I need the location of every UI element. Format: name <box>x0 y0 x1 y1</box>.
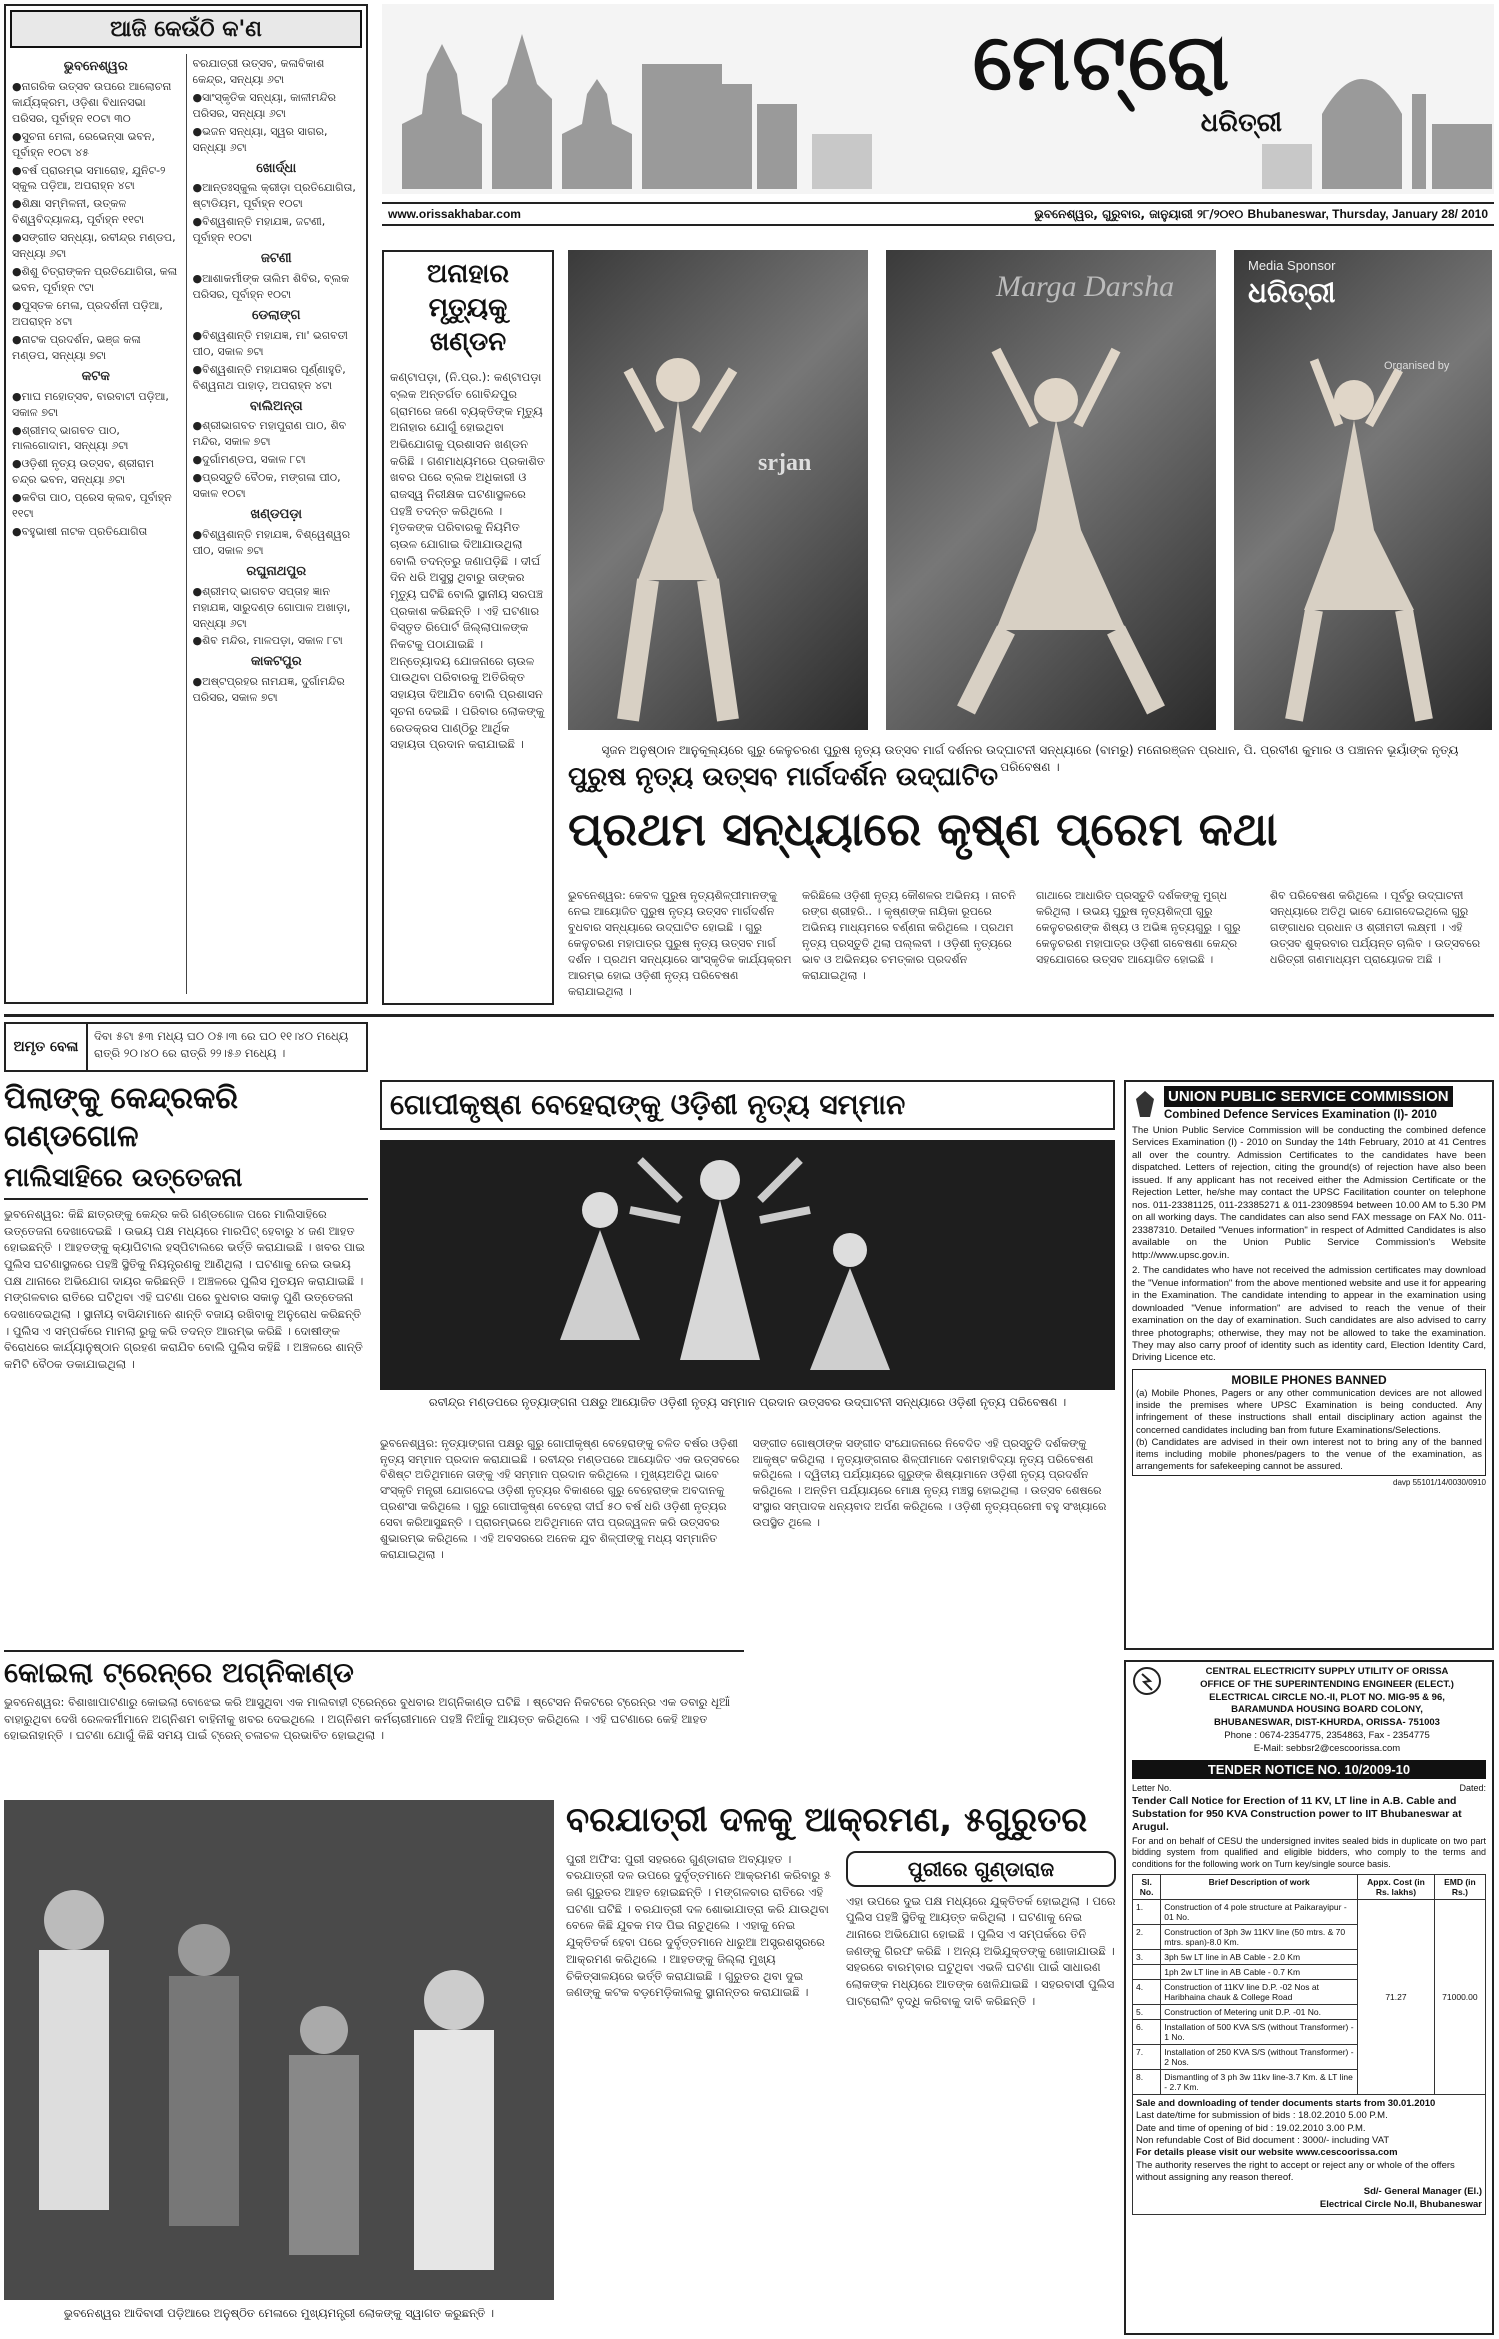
dancer-figure-3 <box>1234 250 1492 730</box>
events-city-heading: ଖୋର୍ଦ୍ଧା <box>256 160 297 176</box>
events-box <box>4 4 368 1004</box>
upsc-org: UNION PUBLIC SERVICE COMMISSION <box>1164 1086 1453 1107</box>
dateline-oriya: ଭୁବନେଶ୍ୱର, ଗୁରୁବାର, ଜାନୁୟାରୀ ୨୮/୨୦୧୦ <box>1034 206 1244 221</box>
event-item: ●ବର୍ଷ ପ୍ରାରମ୍ଭ ସମାରୋହ, ଯୁନିଟ-୨ ସ୍କୁଲ ପଡ଼ିଆ, ଅପରାହ୍ନ ୪ଟା <box>12 163 166 193</box>
tender-sl: 5. <box>1133 2004 1161 2019</box>
section-divider <box>4 1014 1494 1017</box>
cesu-sign2: Electrical Circle No.II, Bhubaneswar <box>1319 2198 1482 2210</box>
event-item: ●ଶିକ୍ଷା ସମ୍ମିଳନୀ, ଉତ୍କଳ ବିଶ୍ୱବିଦ୍ୟାଳୟ, ପୂର୍ବାହ୍ନ ୧୧ଟା <box>12 197 144 227</box>
upsc-p2: 2. The candidates who have not received the admission certificates may download the "Venue information" from the above mentioned website and use it for appearing in the Examination. The candidate intending to appear in the examination using downloaded "Venue information" are advised to reach the venue of their examination on the day of examination. Such candidates are also advised to carry three photographs; otherwise, they may not be allowed to take the examination. They may also carry proof of identity such as identity card, Election Identity Card, Driving Licence etc. <box>1132 1265 1486 1364</box>
dance-story <box>568 752 1494 1007</box>
tender-table <box>1132 1874 1486 2095</box>
dance-story-col1: ଭୁବନେଶ୍ୱର: କେବଳ ପୁରୁଷ ନୃତ୍ୟଶିଳ୍ପୀମାନଙ୍କୁ ନେଇ ଆୟୋଜିତ ପୁରୁଷ ନୃତ୍ୟ ଉତ୍ସବ ମାର୍ଗଦର୍ଶନ ବୁଧବାର ସନ୍ଧ୍ୟାରେ ଉଦ୍‌ଘାଟିତ ହୋଇଛି । ଗୁରୁ କେଳୁଚରଣ ମହାପାତ୍ର ପୁରୁଷ ନୃତ୍ୟ ଉତ୍ସବ ମାର୍ଗ ଦର୍ଶନ । ପ୍ରଥମ ସନ୍ଧ୍ୟାରେ ସାଂସ୍କୃତିକ କାର୍ଯ୍ୟକ୍ରମ ଆରମ୍ଭ ହୋଇ ଓଡ଼ିଶୀ ନୃତ୍ୟ ପରିବେଷଣ କରାଯାଇଥିଲା । <box>568 889 792 998</box>
hunger-story-title: ଅନାହାର ମୃତ୍ୟୁକୁ ଖଣ୍ଡନ <box>426 259 510 357</box>
photo3-org: Organised by <box>1384 360 1450 372</box>
cesu-letter-no: Letter No. <box>1132 1782 1172 1793</box>
event-item: ●ବିଶ୍ୱଶାନ୍ତି ମହାଯଜ୍ଞ, ବିଶ୍ୱେଶ୍ୱର ପୀଠ, ସକାଳ ୭ଟା <box>192 527 351 557</box>
cesu-sale: Sale and downloading of tender documents starts from 30.01.2010 <box>1136 2097 1436 2109</box>
photo3-sub: Media Sponsor <box>1248 258 1336 273</box>
train-story <box>4 1650 744 1790</box>
events-column-2 <box>193 54 361 994</box>
tender-column-header: Sl. No. <box>1133 1874 1161 1899</box>
amrut-bela-box <box>4 1022 368 1072</box>
cesu-tender <box>1124 1660 1494 2335</box>
wedding-box: ପୁରୀରେ ଗୁଣ୍ଡାରାଜ <box>846 1851 1116 1887</box>
tender-column-header: Brief Description of work <box>1161 1874 1358 1899</box>
cesu-l4: BARAMUNDA HOUSING BOARD COLONY, <box>1231 1704 1423 1716</box>
event-item: ●ସୁଚନା ମେଳା, ରେଭେନ୍ସା ଭବନ, ପୂର୍ବାହ୍ନ ୧୦ଟା ୪୫ <box>12 129 156 159</box>
tender-sl: 6. <box>1133 2019 1161 2044</box>
tender-table-header <box>1133 1874 1486 1899</box>
events-city-heading: ଖଣ୍ଡପଡ଼ା <box>250 507 302 523</box>
school-story <box>4 1080 368 1645</box>
tender-emd: 71000.00 <box>1434 1899 1485 2094</box>
cesu-opening: Date and time of opening of bid : 19.02.2010 3.00 P.M. <box>1136 2122 1366 2134</box>
upsc-exam: Combined Defence Services Examination (I)- 2010 <box>1164 1109 1437 1121</box>
tender-description: Construction of 3ph 3w 11KV line (50 mtrs. & 70 mtrs. span)-8.0 Km. <box>1161 1924 1358 1949</box>
cesu-details: For details please visit our website www.cescoorissa.com <box>1136 2147 1398 2159</box>
tender-cost: 71.27 <box>1358 1899 1435 2094</box>
event-item: ●ବହୁଭାଷୀ ନାଟକ ପ୍ରତିଯୋଗିତା <box>12 525 148 539</box>
event-item: ●ସଙ୍ଗୀତ ସନ୍ଧ୍ୟା, ରବୀନ୍ଦ୍ର ମଣ୍ଡପ, ସନ୍ଧ୍ୟା ୬ଟା <box>12 231 176 261</box>
events-city-heading: ବାଲିଅନ୍ତା <box>249 398 303 414</box>
tender-sl <box>1133 1964 1161 1979</box>
tender-description: Construction of 11KV line D.P. -02 Nos at Haribhaina chauk & College Road <box>1161 1979 1358 2004</box>
events-title-text: ଆଜି କେଉଁଠି କ'ଣ <box>110 16 262 42</box>
event-item: ବରଯାତ୍ରୀ ଉତ୍ସବ, କଳାବିକାଶ କେନ୍ଦ୍ର, ସନ୍ଧ୍ୟା ୬ଟା <box>192 57 325 86</box>
tender-table-body <box>1133 1899 1486 2094</box>
tender-description: 1ph 2w LT line in AB Cable - 0.7 Km <box>1161 1964 1358 1979</box>
events-city-heading: ରଘୁନାଥପୁର <box>246 563 307 579</box>
event-item: ●ଶିବ ମନ୍ଦିର, ମାଳପଡ଼ା, ସକାଳ ୮ଟା <box>192 634 343 648</box>
upsc-pa: (a) Mobile Phones, Pagers or any other communication devices are not allowed inside the premises where UPSC Examination is being conducted. Any infringement of these instructions shall entail disciplinary action against the concerned candidates including ban from future Examinations/Selections. <box>1136 1386 1482 1435</box>
bottom-photo <box>4 1800 554 2300</box>
upsc-p1: The Union Public Service Commission will be conducting the combined defence Services Examination (I) - 2010 on Sunday the 14th February, 2010 at 41 Centres all over the country. Admission Certificates to the candidates have been dispatched. Letters of rejection, citing the ground(s) of rejection have also been issued. If any applicant has not received either the Admission Certificate or the Rejection Letter, he/she may contact the UPSC Facilitation counter on telephone nos. 011-23381125, 011-23385271 & 011-23098594 between 10.00 AM to 5.30 PM on all working days. The candidates can also send FAX message on FAX No. 011-23387310. Detailed "Venues information" in respect of Admitted Candidates is also available on the Union Public Service Commission's Website http://www.upsc.gov.in. <box>1132 1125 1486 1261</box>
train-story-body: ଭୁବନେଶ୍ୱର: ବିଶାଖାପାଟଣାରୁ କୋଇଲା ବୋଝେଇ କରି ଆସୁଥିବା ଏକ ମାଲବାହୀ ଟ୍ରେନ୍‌ରେ ବୁଧବାର ଅଗ୍ନିକାଣ୍ଡ ଘଟିଛି । ଷ୍ଟେସନ ନିକଟରେ ଟ୍ରେନ୍‌ର ଏକ ଡବାରୁ ଧୂଆଁ ବାହାରୁଥିବା ଦେଖି ରେଳକର୍ମୀମାନେ ଅଗ୍ନିଶମ ବାହିନୀକୁ ଖବର ଦେଇଥିଲେ । ଅଗ୍ନିଶମ କର୍ମଚାରୀମାନେ ପହଞ୍ଚି ନିଆଁକୁ ଆୟତ୍ତ କରିଥିଲେ । ଏହି ଘଟଣାରେ କେହି ଆହତ ହୋଇନାହାନ୍ତି । ଘଟଣା ଯୋଗୁଁ କିଛି ସମୟ ପାଇଁ ଟ୍ରେନ୍ ଚଳାଚଳ ପ୍ରଭାବିତ ହୋଇଥିଲା । <box>4 1695 731 1743</box>
crowd-figures <box>4 1800 554 2300</box>
event-item: ●ବିଶ୍ୱଶାନ୍ତି ମହାଯଜ୍ଞ, ଜଟଣୀ, ପୂର୍ବାହ୍ନ ୧୦ଟା <box>192 215 326 245</box>
wedding-col2: ଏହା ଉପରେ ଦୁଇ ପକ୍ଷ ମଧ୍ୟରେ ଯୁକ୍ତିତର୍କ ହୋଇଥିଲା । ପରେ ପୁଲିସ ପହଞ୍ଚି ସ୍ଥିତିକୁ ଆୟତ୍ତ କରିଥିଲା । ଘଟଣାକୁ ନେଇ ଥାନାରେ ଅଭିଯୋଗ ହୋଇଛି । ପୁଲିସ ଏ ସମ୍ପର୍କରେ ତିନି ଜଣଙ୍କୁ ଗିରଫ କରିଛି । ଅନ୍ୟ ଅଭିଯୁକ୍ତଙ୍କୁ ଖୋଜାଯାଉଛି । ସହରରେ ବାରମ୍ବାର ଘଟୁଥିବା ଏଭଳି ଘଟଣା ପାଇଁ ସାଧାରଣ ଲୋକଙ୍କ ମଧ୍ୟରେ ଆତଙ୍କ ଖେଳିଯାଇଛି । ସହରବାସୀ ପୁଲିସ ପାଟ୍ରୋଲିଂ ବୃଦ୍ଧି କରିବାକୁ ଦାବି କରିଛନ୍ତି । <box>846 1893 1116 2008</box>
cesu-l5: BHUBANESWAR, DIST-KHURDA, ORISSA- 751003 <box>1214 1717 1440 1729</box>
masthead-subtitle: ଧରିତ୍ରୀ <box>1200 108 1282 138</box>
events-title <box>10 10 362 48</box>
cesu-phone: Phone : 0674-2354775, 2354863, Fax - 2354775 <box>1224 1730 1430 1742</box>
event-item: ●ମାଘ ମହୋତ୍ସବ, ବାରବାଟୀ ପଡ଼ିଆ, ସକାଳ ୭ଟା <box>12 389 169 419</box>
tender-sl: 3. <box>1133 1949 1161 1964</box>
school-story-title: ପିଲାଙ୍କୁ କେନ୍ଦ୍ରକରି ଗଣ୍ଡଗୋଳ <box>4 1081 239 1154</box>
event-item: ●ପୁସ୍ତକ ମେଳା, ପ୍ରଦର୍ଶନୀ ପଡ଼ିଆ, ଅପରାହ୍ନ ୪ଟା <box>12 299 163 328</box>
upsc-ad <box>1124 1080 1494 1650</box>
tender-description: Installation of 500 KVA S/S (without Transformer) - 1 No. <box>1161 2019 1358 2044</box>
amrut-bela-text: ଦିବା ୫ଟା ୫୩ ମଧ୍ୟ ଘ୦ ୦୫।୩ ରେ ଘ୦ ୧୧।୪୦ ମଧ୍ୟେ ରାତ୍ରି ୨୦।୪୦ ରେ ରାତ୍ରି ୨୨।୫୬ ମଧ୍ୟେ । <box>94 1029 349 1060</box>
cesu-l2: OFFICE OF THE SUPERINTENDING ENGINEER (ELECT.) <box>1200 1678 1454 1690</box>
event-item: ●ସାଂସ୍କୃତିକ ସନ୍ଧ୍ୟା, କାଳୀମନ୍ଦିର ପରିସର, ସନ୍ଧ୍ୟା ୬ଟା <box>192 90 336 120</box>
event-item: ●ପ୍ରସ୍ତୁତି ବୈଠକ, ମଙ୍ଗଳା ପୀଠ, ସକାଳ ୧୦ଟା <box>192 471 341 501</box>
cesu-l3: ELECTRICAL CIRCLE NO.-II, PLOT NO. MIG-95 & 96, <box>1209 1691 1445 1703</box>
dancer-figure-2 <box>886 250 1216 730</box>
cesu-logo-icon <box>1132 1666 1162 1696</box>
events-city-heading: କଟକ <box>81 368 110 384</box>
event-item: ●ଦୁର୍ଗାମଣ୍ଡପ, ସକାଳ ୮ଟା <box>192 453 306 467</box>
dance-photo-2 <box>886 250 1216 730</box>
events-city-heading: ଜଟଣୀ <box>260 251 292 267</box>
event-item: ●ଆନ୍ତଃସ୍କୁଲ କ୍ରୀଡ଼ା ପ୍ରତିଯୋଗିତା, ଷ୍ଟାଡିୟମ, ପୂର୍ବାହ୍ନ ୧୦ଟା <box>192 181 356 211</box>
upsc-davp: davp 55101/14/0030/0910 <box>1393 1478 1486 1488</box>
wedding-col1: ପୁରୀ ଅଫିସ: ପୁରୀ ସହରରେ ଗୁଣ୍ଡାରାଜ ଅବ୍ୟାହତ । ବରଯାତ୍ରୀ ଦଳ ଉପରେ ଦୁର୍ବୃତ୍ତମାନେ ଆକ୍ରମଣ କରିବାରୁ ୫ ଜଣ ଗୁରୁତର ଆହତ ହୋଇଛନ୍ତି । ମଙ୍ଗଳବାର ରାତିରେ ଏହି ଘଟଣା ଘଟିଛି । ବରଯାତ୍ରୀ ଦଳ ଶୋଭାଯାତ୍ରା କରି ଯାଉଥିବା ବେଳେ କିଛି ଯୁବକ ମଦ ପିଇ ନାଚୁଥିଲେ । ଏହାକୁ ନେଇ ଯୁକ୍ତିତର୍କ ହେବା ପରେ ଦୁର୍ବୃତ୍ତମାନେ ଧାରୁଆ ଅସ୍ତ୍ରଶସ୍ତ୍ରରେ ଆକ୍ରମଣ କରିଥିଲେ । ଆହତଙ୍କୁ ଜିଲ୍ଲା ମୁଖ୍ୟ ଚିକିତ୍ସାଳୟରେ ଭର୍ତ୍ତି କରାଯାଇଛି । ଗୁରୁତର ଥିବା ଦୁଇ ଜଣଙ୍କୁ କଟକ ବଡ଼ମେଡ଼ିକାଲକୁ ସ୍ଥାନାନ୍ତର କରାଯାଇଛି । <box>566 1851 831 2000</box>
tender-description: 3ph 5w LT line in AB Cable - 2.0 Km <box>1161 1949 1358 1964</box>
tender-sl: 2. <box>1133 1924 1161 1949</box>
masthead <box>382 4 1494 194</box>
amrut-bela-label: ଅମୃତ ବେଳା <box>6 1024 88 1070</box>
tender-description: Dismantling of 3 ph 3w 11kv line-3.7 Km. & LT line - 2.7 Km. <box>1161 2069 1358 2094</box>
dance-story-headline: ପ୍ରଥମ ସନ୍ଧ୍ୟାରେ କୃଷ୍ଣ ପ୍ରେମ କଥା <box>568 802 1278 856</box>
cesu-dated: Dated: <box>1459 1782 1486 1793</box>
school-story-sub: ମାଲିସାହିରେ ଉତ୍ତେଜନା <box>4 1163 368 1200</box>
bottom-photo-caption: ଭୁବନେଶ୍ୱର ଆଦିବାସୀ ପଡ଼ିଆରେ ଅନୁଷ୍ଠିତ ମେଳାରେ ମୁଖ୍ୟମନ୍ତ୍ରୀ ଲୋକଙ୍କୁ ସ୍ୱାଗତ କରୁଛନ୍ତି । <box>63 2306 495 2320</box>
cesu-l1: CENTRAL ELECTRICITY SUPPLY UTILITY OF ORISSA <box>1205 1666 1449 1677</box>
school-story-body: ଭୁବନେଶ୍ୱର: କିଛି ଛାତ୍ରଙ୍କୁ କେନ୍ଦ୍ର କରି ଗଣ୍ଡଗୋଳ ପରେ ମାଲିସାହିରେ ଉତ୍ତେଜନା ଦେଖାଦେଇଛି । ଉଭୟ ପକ୍ଷ ମଧ୍ୟରେ ମାରପିଟ୍ ହେବାରୁ ୪ ଜଣ ଆହତ ହୋଇଛନ୍ତି । ଆହତଙ୍କୁ କ୍ୟାପିଟାଲ ହସ୍ପିଟାଲରେ ଭର୍ତ୍ତି କରାଯାଇଛି । ଖବର ପାଇ ପୁଲିସ ଘଟଣାସ୍ଥଳରେ ପହଞ୍ଚି ସ୍ଥିତିକୁ ନିୟନ୍ତ୍ରଣକୁ ଆଣିଥିଲା । ଘଟଣାକୁ ନେଇ ଉଭୟ ପକ୍ଷ ଥାନାରେ ଅଭିଯୋଗ ଦାୟର କରିଛନ୍ତି । ଅଞ୍ଚଳରେ ପୁଲିସ ମୁତୟନ କରାଯାଇଛି । ମଙ୍ଗଳବାର ରାତିରେ ଘଟିଥିବା ଏହି ଘଟଣା ପରେ ବୁଧବାର ସକାଳୁ ପୁଣି ଉତ୍ତେଜନା ଦେଖାଦେଇଥିଲା । ସ୍ଥାନୀୟ ବାସିନ୍ଦାମାନେ ଶାନ୍ତି ବଜାୟ ରଖିବାକୁ ଅନୁରୋଧ କରିଛନ୍ତି । ପୁଲିସ ଏ ସମ୍ପର୍କରେ ମାମଲା ରୁଜୁ କରି ତଦନ୍ତ ଆରମ୍ଭ କରିଛି । ଦୋଷୀଙ୍କ ବିରୋଧରେ କାର୍ଯ୍ୟାନୁଷ୍ଠାନ ଗ୍ରହଣ କରାଯିବ ବୋଲି ପୁଲିସ କହିଛି । ଅଞ୍ଚଳରେ ଶାନ୍ତି କମିଟି ବୈଠକ ଡକାଯାଇଥିଲା । <box>4 1207 365 1372</box>
tender-sl: 4. <box>1133 1979 1161 2004</box>
event-item: ●ଓଡ଼ିଶୀ ନୃତ୍ୟ ଉତ୍ସବ, ଶ୍ରୀରାମ ଚନ୍ଦ୍ର ଭବନ, ସନ୍ଧ୍ୟା ୬ଟା <box>12 457 154 487</box>
train-story-title: କୋଇଲା ଟ୍ରେନ୍‌ରେ ଅଗ୍ନିକାଣ୍ଡ <box>4 1650 744 1690</box>
website-link[interactable]: www.orissakhabar.com <box>388 207 521 221</box>
dance-photos <box>568 250 1494 740</box>
event-item: ●ଭଜନ ସନ୍ଧ୍ୟା, ସ୍ୱର ସାଗର, ସନ୍ଧ୍ୟା ୬ଟା <box>192 124 328 154</box>
event-item: ●ନାଗରିକ ଉତ୍ସବ ଉପରେ ଆଲୋଚନା କାର୍ଯ୍ୟକ୍ରମ, ଓଡ଼ିଶା ବିଧାନସଭା ପରିସର, ପୂର୍ବାହ୍ନ ୧୦ଟା ୩୦ <box>12 79 172 125</box>
cesu-fee: Non refundable Cost of Bid document : 3000/- including VAT <box>1136 2134 1390 2146</box>
event-item: ●ଆଶାକର୍ମୀଙ୍କ ତାଲିମ ଶିବିର, ବ୍ଲକ ପରିସର, ପୂର୍ବାହ୍ନ ୧୦ଟା <box>192 272 350 301</box>
dateline-english: Bhubaneswar, Thursday, January 28/ 2010 <box>1247 206 1488 221</box>
award-col1: ଭୁବନେଶ୍ୱର: ନୃତ୍ୟାଙ୍ଗନା ପକ୍ଷରୁ ଗୁରୁ ଗୋପୀକୃଷ୍ଣ ବେହେରାଙ୍କୁ ଚଳିତ ବର୍ଷର ଓଡ଼ିଶୀ ନୃତ୍ୟ ସମ୍ମାନ ପ୍ରଦାନ କରାଯାଇଛି । ରବୀନ୍ଦ୍ର ମଣ୍ଡପରେ ଆୟୋଜିତ ଏକ ଉତ୍ସବରେ ବିଶିଷ୍ଟ ଅତିଥିମାନେ ତାଙ୍କୁ ଏହି ସମ୍ମାନ ପ୍ରଦାନ କରିଥିଲେ । ମୁଖ୍ୟଅତିଥି ଭାବେ ସଂସ୍କୃତି ମନ୍ତ୍ରୀ ଯୋଗଦେଇ ଓଡ଼ିଶୀ ନୃତ୍ୟର ବିକାଶରେ ଗୁରୁ ବେହେରାଙ୍କ ଅବଦାନକୁ ପ୍ରଶଂସା କରିଥିଲେ । ଗୁରୁ ଗୋପୀକୃଷ୍ଣ ବେହେରା ଦୀର୍ଘ ୫୦ ବର୍ଷ ଧରି ଓଡ଼ିଶୀ ନୃତ୍ୟର ସେବା କରିଆସୁଛନ୍ତି । ପ୍ରାରମ୍ଭରେ ଅତିଥିମାନେ ଦୀପ ପ୍ରଜ୍ୱଳନ କରି ଉତ୍ସବର ଶୁଭାରମ୍ଭ କରିଥିଲେ । ଏହି ଅବସରରେ ଅନେକ ଯୁବ ଶିଳ୍ପୀଙ୍କୁ ମଧ୍ୟ ସମ୍ମାନିତ କରାଯାଇଥିଲା । <box>380 1436 740 1562</box>
tender-sl: 7. <box>1133 2044 1161 2069</box>
date-strip <box>382 202 1494 226</box>
photo3-label: ଧରିତ୍ରୀ <box>1248 276 1336 309</box>
event-item: ●ଶ୍ରୀମଦ୍ ଭାଗବତ ସପ୍ତାହ ଜ୍ଞାନ ମହାଯଜ୍ଞ, ସାରୁଦଣ୍ଡ ଗୋପାଳ ଅଖାଡ଼ା, ସନ୍ଧ୍ୟା ୬ଟା <box>192 584 351 630</box>
wedding-headline: ବରଯାତ୍ରୀ ଦଳକୁ ଆକ୍ରମଣ, ୫ଗୁରୁତର <box>566 1800 1088 1840</box>
dance-photo-caption: ସୃଜନ ଅନୁଷ୍ଠାନ ଆନୁକୂଲ୍ୟରେ ଗୁରୁ କେଳୁଚରଣ ପୁରୁଷ ନୃତ୍ୟ ଉତ୍ସବ ମାର୍ଗ ଦର୍ଶନର ଉଦ୍‌ଘାଟନୀ ସନ୍ଧ୍ୟାରେ (ବାମରୁ) ମନୋରଞ୍ଜନ ପ୍ରଧାନ, ପି. ପ୍ରବୀଣ କୁମାର ଓ ପଞ୍ଚାନନ ଭୂୟାଁଙ୍କ ନୃତ୍ୟ ପରିବେଷଣ । <box>601 743 1459 774</box>
upsc-pb: (b) Candidates are advised in their own interest not to bring any of the banned items including mobile phones/pagers to the venue of the examination, as arrangements for safekeeping cannot be assured. <box>1136 1435 1482 1472</box>
dance-story-kicker: ପୁରୁଷ ନୃତ୍ୟ ଉତ୍ସବ ମାର୍ଗଦର୍ଶନ ଉଦ୍‌ଘାଟିତ <box>568 762 999 792</box>
event-item: ●ଅଷ୍ଟପ୍ରହର ନାମଯଜ୍ଞ, ଦୁର୍ଗାମନ୍ଦିର ପରିସର, ସକାଳ ୭ଟା <box>192 675 345 705</box>
dance-story-col4: ଶିବ ପରିବେଷଣ କରିଥିଲେ । ପୂର୍ବରୁ ଉଦ୍‌ଘାଟନୀ ସନ୍ଧ୍ୟାରେ ଅତିଥି ଭାବେ ଯୋଗଦେଇଥିଲେ ଗୁରୁ ଗଙ୍ଗାଧର ପ୍ରଧାନ ଓ ଶ୍ରୀମତୀ ଲକ୍ଷ୍ମୀ । ଏହି ଉତ୍ସବ ଶୁକ୍ରବାର ପର୍ଯ୍ୟନ୍ତ ଚାଲିବ । ଉତ୍ସବରେ ଧରିତ୍ରୀ ଗଣମାଧ୍ୟମ ପ୍ରାୟୋଜକ ଅଛି । <box>1270 889 1481 966</box>
dance-photo-1 <box>568 250 868 730</box>
tender-description: Construction of Metering unit D.P. -01 No. <box>1161 2004 1358 2019</box>
drama-story <box>930 1090 1130 1450</box>
dancer-figure-1 <box>568 250 868 730</box>
tender-description: Construction of 4 pole structure at Paikarayipur - 01 No. <box>1161 1899 1358 1924</box>
event-item: ●ଶ୍ରୀଭାଗବତ ମହାପୁରାଣ ପାଠ, ଶିବ ମନ୍ଦିର, ସକାଳ ୭ଟା <box>192 419 347 449</box>
hunger-story-body: କଣ୍ଟାପଡ଼ା, (ନି.ପ୍ର.): କଣ୍ଟାପଡ଼ା ବ୍ଲକ ଅନ୍ତର୍ଗତ ଗୋବିନ୍ଦପୁର ଗ୍ରାମରେ ଜଣେ ବ୍ୟକ୍ତିଙ୍କ ମୃତ୍ୟୁ ଅନାହାର ଯୋଗୁଁ ହୋଇଥିବା ଅଭିଯୋଗକୁ ପ୍ରଶାସନ ଖଣ୍ଡନ କରିଛି । ଗଣମାଧ୍ୟମରେ ପ୍ରକାଶିତ ଖବର ପରେ ବ୍ଲକ ଅଧିକାରୀ ଓ ରାଜସ୍ୱ ନିରୀକ୍ଷକ ଘଟଣାସ୍ଥଳରେ ପହଞ୍ଚି ତଦନ୍ତ କରିଥିଲେ । ମୃତକଙ୍କ ପରିବାରକୁ ନିୟମିତ ଚାଉଳ ଯୋଗାଇ ଦିଆଯାଉଥିଲା ବୋଲି ତଦନ୍ତରୁ ଜଣାପଡ଼ିଛି । ଦୀର୍ଘ ଦିନ ଧରି ଅସୁସ୍ଥ ଥିବାରୁ ତାଙ୍କର ମୃତ୍ୟୁ ଘଟିଛି ବୋଲି ସ୍ଥାନୀୟ ସରପଞ୍ଚ ପ୍ରକାଶ କରିଛନ୍ତି । ଏହି ଘଟଣାର ବିସ୍ତୃତ ରିପୋର୍ଟ ଜିଲ୍ଲାପାଳଙ୍କ ନିକଟକୁ ପଠାଯାଇଛି । ଅନ୍ତ୍ୟୋଦୟ ଯୋଜନାରେ ଚାଉଳ ପାଉଥିବା ପରିବାରକୁ ଅତିରିକ୍ତ ସହାୟତା ଦିଆଯିବ ବୋଲି ପ୍ରଶାସନ ସୂଚନା ଦେଇଛି । ପରିବାର ଲୋକଙ୍କୁ ରେଡକ୍ରସ ପାଣ୍ଠିରୁ ଆର୍ଥିକ ସହାୟତା ପ୍ରଦାନ କରାଯାଇଛି । <box>390 370 545 752</box>
event-item: ●ବିଶ୍ୱଶାନ୍ତି ମହାଯଜ୍ଞ, ମା' ଭଗବତୀ ପୀଠ, ସକାଳ ୭ଟା <box>192 328 348 358</box>
hunger-story-box <box>382 250 554 1005</box>
table-row <box>1133 1899 1486 1924</box>
tender-sl: 8. <box>1133 2069 1161 2094</box>
cesu-notice: TENDER NOTICE NO. 10/2009-10 <box>1132 1760 1486 1779</box>
event-item: ●ବିଶ୍ୱଶାନ୍ତି ମହାଯଜ୍ଞର ପୂର୍ଣ୍ଣାହୁତି, ବିଶ୍ୱନାଥ ପାହାଡ଼, ଅପରାହ୍ନ ୪ଟା <box>192 362 346 392</box>
upsc-phones-box <box>1132 1369 1486 1477</box>
award-col2: ସଙ୍ଗୀତ ଗୋଷ୍ଠୀଙ୍କ ସଙ୍ଗୀତ ସଂଯୋଜନାରେ ନିବେଦିତ ଏହି ପ୍ରସ୍ତୁତି ଦର୍ଶକଙ୍କୁ ଆକୃଷ୍ଟ କରିଥିଲା । ନୃତ୍ୟାଙ୍ଗନାର ଶିଳ୍ପୀମାନେ ଦଶମହାବିଦ୍ୟା ନୃତ୍ୟ ପରିବେଷଣ କରିଥିଲେ । ଦ୍ୱିତୀୟ ପର୍ଯ୍ୟାୟରେ ଗୁରୁଙ୍କ ଶିଷ୍ୟାମାନେ ଓଡ଼ିଶୀ ନୃତ୍ୟ ପ୍ରଦର୍ଶନ କରିଥିଲେ । ଅନ୍ତିମ ପର୍ଯ୍ୟାୟରେ ମୋକ୍ଷ ନୃତ୍ୟ ମଞ୍ଚସ୍ଥ ହୋଇଥିଲା । ଉତ୍ସବ ଶେଷରେ ସଂସ୍ଥାର ସମ୍ପାଦକ ଧନ୍ୟବାଦ ଅର୍ପଣ କରିଥିଲେ । ଓଡ଼ିଶୀ ନୃତ୍ୟପ୍ରେମୀ ବହୁ ସଂଖ୍ୟାରେ ଉପସ୍ଥିତ ଥିଲେ । <box>752 1436 1107 1530</box>
masthead-title-block <box>892 18 1312 139</box>
dance-photo-3 <box>1234 250 1492 730</box>
tender-column-header: EMD (in Rs.) <box>1434 1874 1485 1899</box>
photo2-label: Marga Darsha <box>996 270 1175 303</box>
award-caption: ରବୀନ୍ଦ୍ର ମଣ୍ଡପରେ ନୃତ୍ୟାଙ୍ଗନା ପକ୍ଷରୁ ଆୟୋଜିତ ଓଡ଼ିଶୀ ନୃତ୍ୟ ସମ୍ମାନ ପ୍ରଦାନ ଉତ୍ସବର ଉଦ୍‌ଘାଟନୀ ସନ୍ଧ୍ୟାରେ ଓଡ଼ିଶୀ ନୃତ୍ୟ ପରିବେଷଣ । <box>428 1394 1067 1409</box>
cesu-reserve: The authority reserves the right to accept or reject any or whole of the offers without assigning any reason thereof. <box>1136 2159 1455 2183</box>
events-column-1 <box>12 54 180 994</box>
photo1-label: srjan <box>758 450 812 476</box>
masthead-title: ମେଟ୍ରୋ <box>972 18 1232 108</box>
event-item: ●କବିତା ପାଠ, ପ୍ରେସ କ୍ଲବ, ପୂର୍ବାହ୍ନ ୧୧ଟା <box>12 491 172 521</box>
emblem-icon <box>1132 1089 1158 1119</box>
event-item: ●ଶ୍ରୀମଦ୍ ଭାଗବତ ପାଠ, ମାଲଗୋଦାମ, ସନ୍ଧ୍ୟା ୬ଟା <box>12 423 129 453</box>
tender-sl: 1. <box>1133 1899 1161 1924</box>
events-city-heading: ଡେଲାଙ୍ଗ <box>252 307 301 323</box>
cesu-sign: Sd/- General Manager (El.) <box>1363 2186 1482 2198</box>
event-item: ●ନାଟକ ପ୍ରଦର୍ଶନ, ଭଞ୍ଜ କଳା ମଣ୍ଡପ, ସନ୍ଧ୍ୟା ୭ଟା <box>12 332 141 362</box>
events-city-heading: କାକଟପୁର <box>250 654 302 670</box>
tender-column-header: Appx. Cost (in Rs. lakhs) <box>1358 1874 1435 1899</box>
wedding-story <box>566 1800 1116 2335</box>
cesu-last-date: Last date/time for submission of bids : 18.02.2010 5.00 P.M. <box>1136 2110 1388 2122</box>
award-headline: ଗୋପୀକୃଷ୍ଣ ବେହେରାଙ୍କୁ ଓଡ଼ିଶୀ ନୃତ୍ୟ ସମ୍ମାନ <box>380 1080 1115 1130</box>
cesu-intro: For and on behalf of CESU the undersigned invites sealed bids in duplicate on two part bidding system from qualified and eligible bidders, who comply to the terms and conditions for the following work on Turn key/single source basis. <box>1132 1836 1486 1869</box>
tender-description: Installation of 250 KVA S/S (without Transformer) - 2 Nos. <box>1161 2044 1358 2069</box>
cesu-call: Tender Call Notice for Erection of 11 KV, LT line in A.B. Cable and Substation for 950 KVA Construction power to IIT Bhubaneswar at Arugul. <box>1132 1794 1462 1833</box>
events-city-heading: ଭୁବନେଶ୍ୱର <box>63 59 128 74</box>
event-item: ●ଶିଶୁ ଚିତ୍ରାଙ୍କନ ପ୍ରତିଯୋଗିତା, କଳା ଭବନ, ପୂର୍ବାହ୍ନ ୯ଟା <box>12 265 178 295</box>
upsc-phones-title: MOBILE PHONES BANNED <box>1231 1372 1387 1387</box>
dance-story-col3: ଗାଥାରେ ଆଧାରିତ ପ୍ରସ୍ତୁତି ଦର୍ଶକଙ୍କୁ ମୁଗ୍ଧ କରିଥିଲା । ଉଭୟ ପୁରୁଷ ନୃତ୍ୟଶିଳ୍ପୀ ଗୁରୁ କେଳୁଚରଣଙ୍କ ଶିଷ୍ୟ ଓ ଅଭିଜ୍ଞ ନୃତ୍ୟଗୁରୁ । ଗୁରୁ କେଳୁଚରଣ ମହାପାତ୍ର ଓଡ଼ିଶୀ ଗବେଷଣା କେନ୍ଦ୍ର ସହଯୋଗରେ ଉତ୍ସବ ଆୟୋଜିତ ହୋଇଛି । <box>1036 889 1241 966</box>
cesu-email: E-Mail: sebbsr2@cescoorissa.com <box>1253 1742 1401 1754</box>
dateline <box>1034 207 1488 222</box>
dance-story-col2: କରିଛିଲେ ଓଡ଼ିଶୀ ନୃତ୍ୟ କୌଶଳର ଅଭିନୟ । ନାଚନି ରଙ୍ଗ ଶ୍ରୀହରି.. । କୃଷ୍ଣଙ୍କ ନାୟିକା ରୂପରେ ଅଭିନୟ ମାଧ୍ୟମରେ ବର୍ଣ୍ଣନା କରିଥିଲେ । ପ୍ରଥମ ନୃତ୍ୟ ପ୍ରସ୍ତୁତି ଥିଲା ପଲ୍ଲବୀ । ଓଡ଼ିଶୀ ନୃତ୍ୟରେ ଭାବ ଓ ଅଭିନୟର ଚମତ୍କାର ପ୍ରଦର୍ଶନ କରାଯାଇଥିଲା । <box>802 889 1016 982</box>
